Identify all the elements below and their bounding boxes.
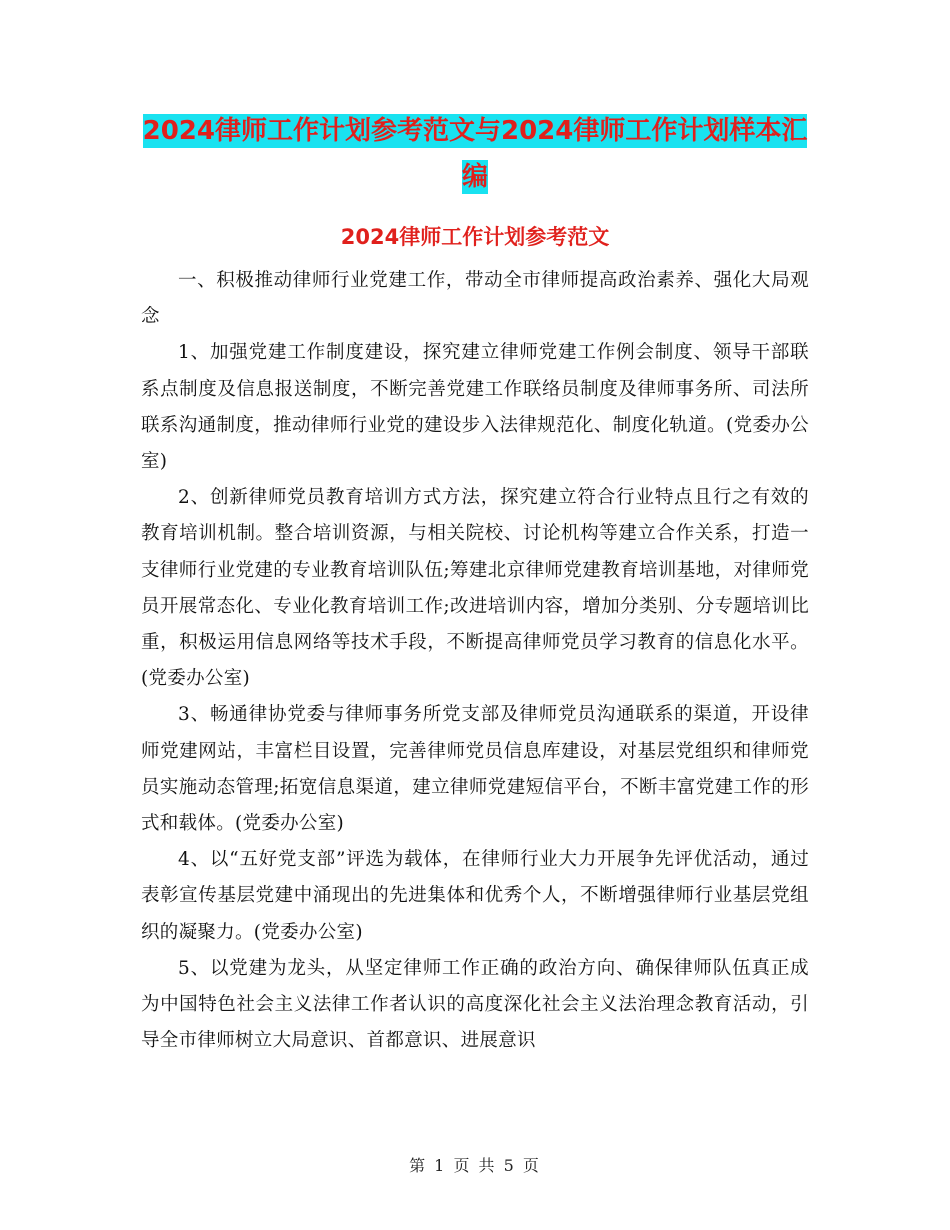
section-title: 2024律师工作计划参考范文: [340, 225, 610, 249]
paragraph-item-4: 4、以“五好党支部”评选为载体，在律师行业大力开展争先评优活动，通过表彰宣传基层党建中涌现出的先进集体和优秀个人，不断增强律师行业基层党组织的凝聚力。(党委办公室): [141, 849, 809, 943]
paragraph-item-1: 1、加强党建工作制度建设，探究建立律师党建工作例会制度、领导干部联系点制度及信息报送制度，不断完善党建工作联络员制度及律师事务所、司法所联系沟通制度，推动律师行业党的建设步入法律规范化、制度化轨道。(党委办公室): [141, 342, 809, 473]
paragraph-item-2: 2、创新律师党员教育培训方式方法，探究建立符合行业特点且行之有效的教育培训机制。整合培训资源，与相关院校、讨论机构等建立合作关系，打造一支律师行业党建的专业教育培训队伍;筹建北京律师党建教育培训基地，对律师党员开展常态化、专业化教育培训工作;改进培训内容，增加分类别、分专题培训比重，积极运用信息网络等技术手段，不断提高律师党员学习教育的信息化水平。(党委办公室): [141, 487, 809, 690]
paragraph-item-5: 5、以党建为龙头，从坚定律师工作正确的政治方向、确保律师队伍真正成为中国特色社会主义法律工作者认识的高度深化社会主义法治理念教育活动，引导全市律师树立大局意识、首都意识、进展意识: [141, 957, 809, 1052]
paragraph-heading: 一、积极推动律师行业党建工作，带动全市律师提高政治素养、强化大局观念: [141, 270, 809, 328]
document-body: [141, 263, 809, 1059]
paragraph-item-3: 3、畅通律协党委与律师事务所党支部及律师党员沟通联系的渠道，开设律师党建网站，丰富栏目设置，完善律师党员信息库建设，对基层党组织和律师党员实施动态管理;拓宽信息渠道，建立律师党建短信平台，不断丰富党建工作的形式和载体。(党委办公室): [141, 704, 809, 835]
document-title: [140, 108, 810, 200]
document-title-highlight: 2024律师工作计划参考范文与2024律师工作计划样本汇编: [142, 116, 808, 192]
page-number-footer: 第 1 页 共 5 页: [409, 1156, 541, 1175]
